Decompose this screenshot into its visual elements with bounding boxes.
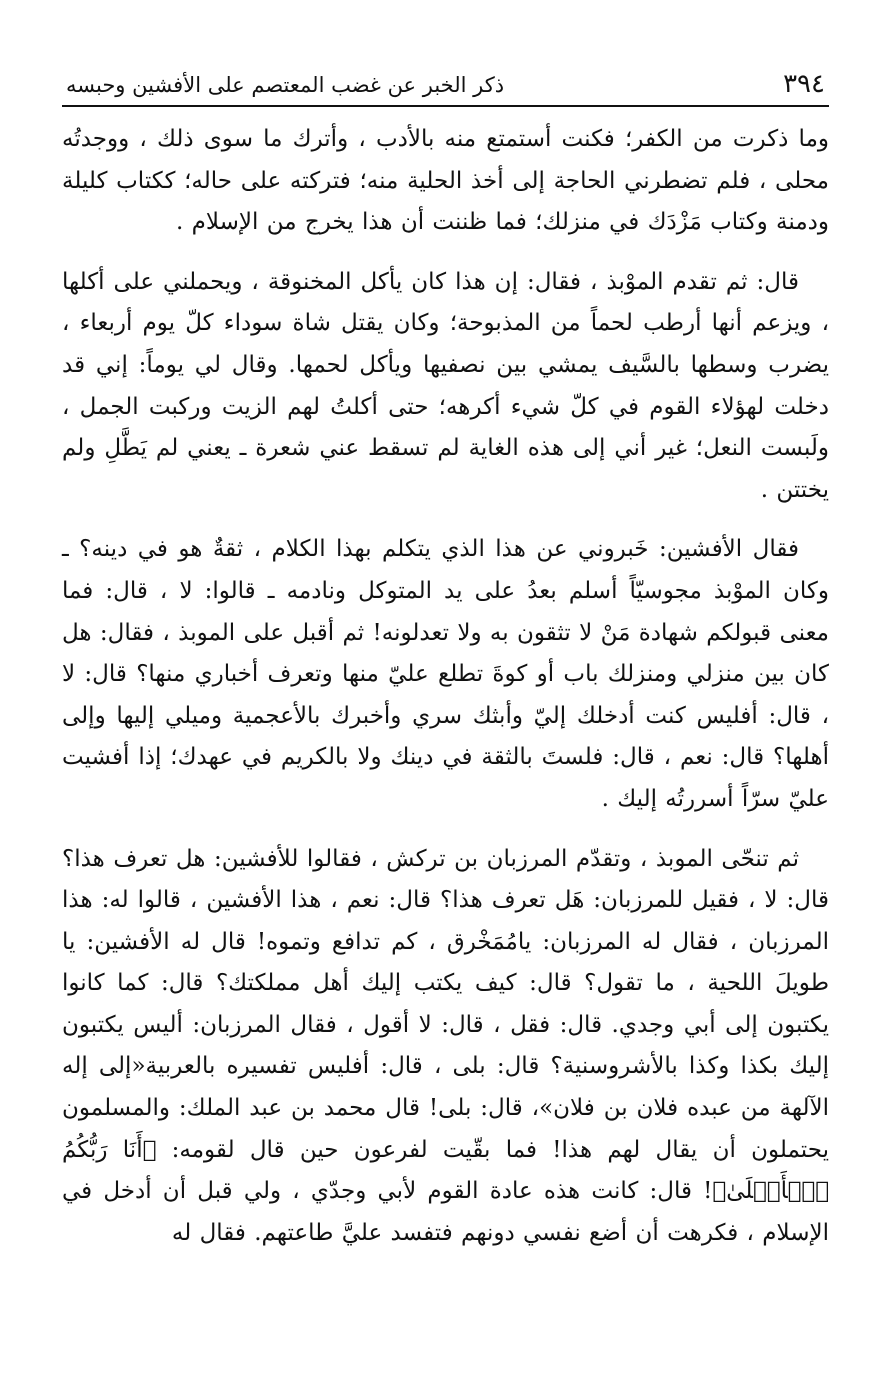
paragraph-2: قال: ثم تقدم الموْبذ ، فقال: إن هذا كان يأكل المخنوقة ، ويحملني على أكلها ، ويزعم أنها أرطب لحماً من المذبوحة؛ وكان يقتل شاة سوداء كلّ يوم أربعاء ، يضرب وسطها بالسَّيف يمشي بين نصفيها ويأكل لحمها. وقال لي يوماً: إني قد دخلت لهؤلاء القوم في كلّ شيء أكرهه؛ حتى أكلتُ لهم الزيت وركبت الجمل ، ولَبست النعل؛ غير أني إلى هذه الغاية لم تسقط عني شعرة ـ يعني لم يَطَّلِ ولم يختتن . xyxy=(62,268,829,503)
body-text xyxy=(62,119,829,1254)
paragraph-1: وما ذكرت من الكفر؛ فكنت أستمتع منه بالأدب ، وأترك ما سوى ذلك ، ووجدتُه محلى ، فلم تضطرني الحاجة إلى أخذ الحلية منه؛ فتركته على حاله؛ ككتاب كليلة ودمنة وكتاب مَزْدَك في منزلك؛ فما ظننت أن هذا يخرج من الإسلام . xyxy=(62,126,829,236)
book-page xyxy=(62,70,829,1388)
chapter-title: ذكر الخبر عن غضب المعتصم على الأفشين وحبسه xyxy=(66,73,505,97)
paragraph-3: فقال الأفشين: خَبروني عن هذا الذي يتكلم بهذا الكلام ، ثقةٌ هو في دينه؟ ـ وكان الموْبذ مجوسيّاً أسلم بعدُ على يد المتوكل ونادمه ـ قالوا: لا ، قال: فما معنى قبولكم شهادة مَنْ لا تثقون به ولا تعدلونه! ثم أقبل على الموبذ ، فقال: هل كان بين منزلي ومنزلك باب أو كوةَ تطلع عليّ منها وتعرف أخباري منها؟ قال: لا ، قال: أفليس كنت أدخلك إليّ وأبثك سري وأخبرك بالأعجمية وميلي إليها وإلى أهلها؟ قال: نعم ، قال: فلستَ بالثقة في دينك ولا بالكريم في عهدك؛ إذا أفشيت عليّ سرّاً أسررتُه إليك . xyxy=(62,536,829,812)
running-header xyxy=(62,70,829,107)
paragraph-4: ثم تنحّى الموبذ ، وتقدّم المرزبان بن تركش ، فقالوا للأفشين: هل تعرف هذا؟ قال: لا ، فقيل للمرزبان: هَل تعرف هذا؟ قال: نعم ، هذا الأفشين ، قالوا له: هذا المرزبان ، فقال له المرزبان: يامُمَخْرق ، كم تدافع وتموه! قال له الأفشين: يا طويلَ اللحية ، ما تقول؟ قال: كيف يكتب إليك أهل مملكتك؟ قال: كما كانوا يكتبون إلى أبي وجدي. قال: فقل ، قال: لا أقول ، فقال المرزبان: أليس يكتبون إليك بكذا وكذا بالأشروسنية؟ قال: بلى ، قال: أفليس تفسيره بالعربية«إلى إله الآلهة من عبده فلان بن فلان»، قال: بلى! قال محمد بن عبد الملك: والمسلمون يحتملون أن يقال لهم هذا! فما بقّيت لفرعون حين قال لقومه: ﴿أَنَا رَبُّكُمُ ٱلۡأَعۡلَىٰ﴾! قال: كانت هذه عادة القوم لأبي وجدّي ، ولي قبل أن أدخل في الإسلام ، فكرهت أن أضع نفسي دونهم فتفسد عليَّ طاعتهم. فقال له xyxy=(62,845,829,1246)
page-number: ٣٩٤ xyxy=(783,69,825,99)
